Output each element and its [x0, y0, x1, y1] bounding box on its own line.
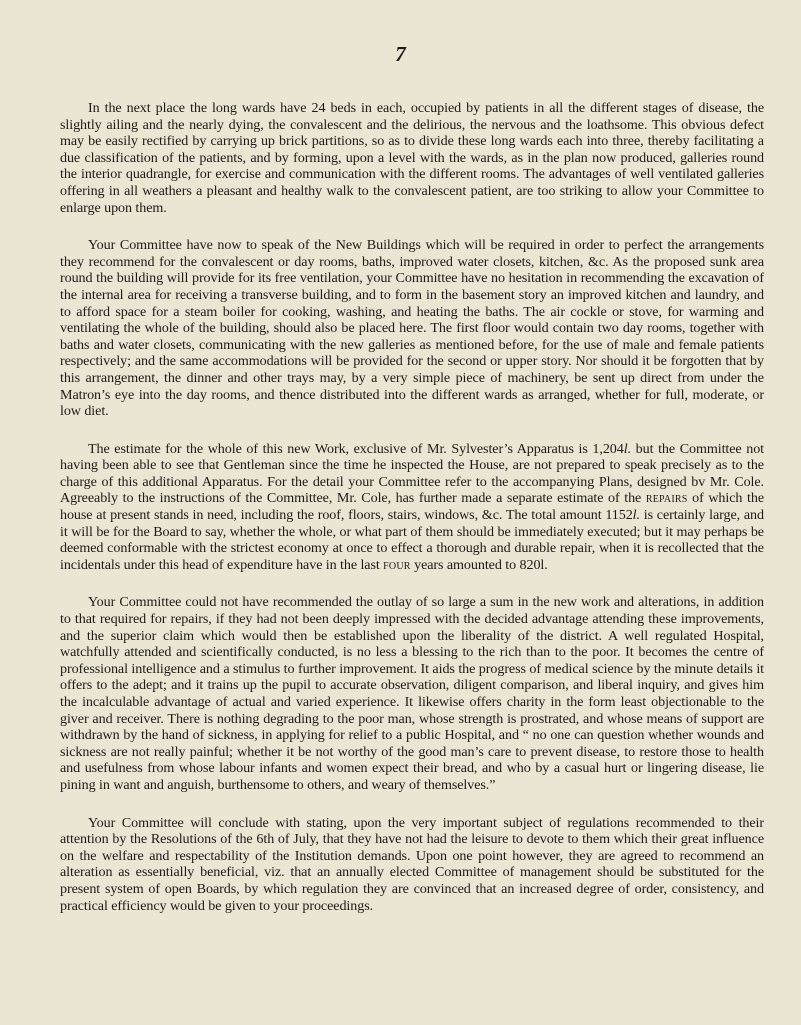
currency-abbrev: l. — [632, 507, 640, 524]
small-caps-word: four — [383, 556, 411, 573]
text-run: is certainly large, and it will be for the Board to say, whether the whole, or what part of them should be immediately executed; but it may perhaps be deemed conformable with the strictest economy at once to effect a thorough and durable repair, when it is recollected that the incidentals under this head of expenditure have in the last — [60, 507, 764, 573]
paragraph-new-buildings — [60, 237, 764, 420]
paragraph-estimate — [60, 441, 764, 574]
currency-abbrev: l. — [623, 440, 632, 457]
text-run: Your Committee have now to speak of the New Buildings which will be required in order to perfect the arrangements they recommend for the convalescent or day rooms, baths, improved water closets, kitchen, &c. As the proposed sunk area round the building will provide for its free ventilation, your Committee have no hesitation in recommending the excavation of the internal area for receiving a transverse building, and to form in the basement story an improved kitchen and laundry, and to afford space for a steam boiler for cooking, washing, and heating the baths. The air cockle or stove, for warming and ventilating the whole of the building, should also be placed here. The first floor would contain two day rooms, together with baths and water closets, communicating with the new galleries as mentioned before, for the use of male and female patients respectively; and the same accommodations will be provided for the second or upper story. Nor should it be forgotten that by this arrangement, the dinner and other trays may, by a very simple piece of machinery, be sent up direct from under the Matron’s eye into the day rooms, and thence distributed into the different wards as arranged, whether for full, moderate, or low diet. — [60, 237, 764, 420]
paragraph-outlay — [60, 594, 764, 793]
text-run: In the next place the long wards have 24 beds in each, occupied by patients in all the different stages of disease, the slightly ailing and the nearly dying, the convalescent and the delirious, the nervous and the loathsome. This obvious defect may be easily rectified by carrying up brick partitions, so as to divide these long wards each into three, thereby facilitating a due classification of the patients, and by forming, upon a level with the wards, as in the plan now produced, galleries round the interior quadrangle, for exercise and communication with the different rooms. The advantages of well ventilated galleries offering in all weathers a pleasant and healthy walk to the convalescent patient, are too striking to allow your Committee to enlarge upon them. — [60, 100, 764, 216]
small-caps-word: repairs — [645, 490, 688, 507]
text-run: Your Committee will conclude with stating, upon the very important subject of regulations recommended to their attention by the Resolutions of the 6th of July, that they have not had the leisure to devote to them which their great influence on the welfare and respectability of the Institution demands. Upon one point however, they are agreed to recommend an alteration as essentially beneficial, viz. that an annually elected Committee of management should be substituted for the present system of open Boards, by which regulation they are convinced that an increased degree of order, consistency, and practical efficiency would be given to your proceedings. — [60, 814, 764, 914]
document-body — [60, 100, 764, 935]
text-run: Your Committee could not have recommended the outlay of so large a sum in the new work and alterations, in addition to that required for repairs, if they had not been deeply impressed with the decided advantage attending these improvements, and the superior claim which would then be established upon the liberality of the district. A well regulated Hospital, watchfully attended and scientifically conducted, is no less a blessing to the rich than to the poor. It becomes the centre of professional intelligence and a stimulus to further improvement. It aids the progress of medical science by the minute details it offers to the adept; and it trains up the pupil to accurate observation, diligent comparison, and liberal inquiry, and gives him the incalculable advantage of actual and varied experience. It likewise offers charity in the form least objectionable to the giver and receiver. There is nothing degrading to the poor man, whose strength is prostrated, and whose means of support are withdrawn by the hand of sickness, in applying for relief to a public Hospital, and “ no one can question whether wounds and sickness are not really painful; whether it be not worthy of the good man’s care to prevent disease, to restore those to health and usefulness from whose labour infants and women expect their bread, and who by a casual hurt or lingering disease, lie pining in want and anguish, burthensome to others, and weary of themselves.” — [60, 594, 764, 793]
paragraph-regulations — [60, 815, 764, 915]
page-number: 7 — [395, 42, 406, 66]
paragraph-wards — [60, 100, 764, 216]
text-run: of which the house at present stands in need, including the roof, floors, stairs, windows, &c. The total amount 1152 — [60, 490, 764, 524]
text-run: but the Committee not having been able to see that Gentleman since the time he inspected the House, are not prepared to speak precisely as to the charge of this additional Apparatus. For the detail your Committee refer to the accompanying Plans, designed bv Mr. Cole. Agreeably to the instructions of the Committee, Mr. Cole, has further made a separate estimate of the — [60, 440, 765, 507]
text-run: years amounted to 820l. — [410, 556, 548, 573]
text-run: The estimate for the whole of this new Work, exclusive of Mr. Sylvester’s Apparatus is 1,204 — [88, 440, 624, 457]
